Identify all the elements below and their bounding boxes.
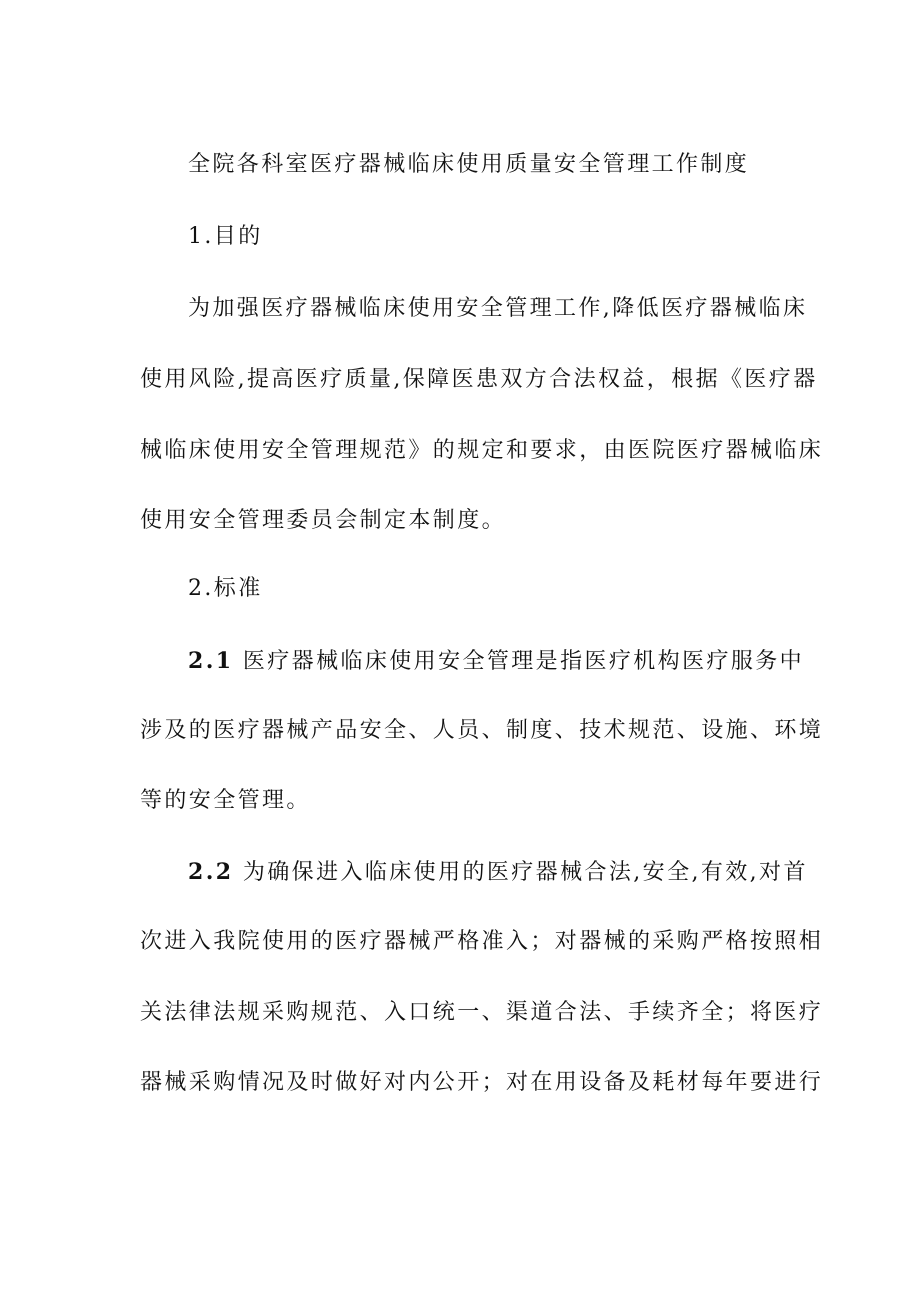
para-1-line-1: 为加强医疗器械临床使用安全管理工作,降低医疗器械临床 (188, 296, 808, 321)
section-2-heading: 2.标准 (188, 576, 263, 601)
para-2-2-text: 为确保进入临床使用的医疗器械合法,安全,有效,对首 (233, 860, 808, 885)
para-2-2-line-2: 次进入我院使用的医疗器械严格准入；对器械的采购严格按照相 (140, 929, 824, 954)
para-1-line-4: 使用安全管理委员会制定本制度。 (140, 508, 507, 533)
document-title: 全院各科室医疗器械临床使用质量安全管理工作制度 (188, 152, 750, 177)
para-2-2-line-4: 器械采购情况及时做好对内公开；对在用设备及耗材每年要进行 (140, 1070, 824, 1095)
para-2-2-line-1 (188, 857, 808, 888)
section-1-heading: 1.目的 (188, 224, 263, 249)
para-2-1-line-2: 涉及的医疗器械产品安全、人员、制度、技术规范、设施、环境 (140, 718, 824, 743)
para-1-line-3: 械临床使用安全管理规范》的规定和要求，由医院医疗器械临床 (140, 438, 824, 463)
para-2-2-number: 2.2 (188, 859, 234, 885)
para-2-2-line-3: 关法律法规采购规范、入口统一、渠道合法、手续齐全；将医疗 (140, 1000, 824, 1025)
para-1-line-2: 使用风险,提高医疗质量,保障医患双方合法权益，根据《医疗器 (140, 367, 818, 392)
para-2-1-text: 医疗器械临床使用安全管理是指医疗机构医疗服务中 (233, 649, 805, 674)
para-2-1-number: 2.1 (188, 648, 234, 674)
para-2-1-line-3: 等的安全管理。 (140, 788, 311, 813)
para-2-1-line-1 (188, 646, 805, 677)
